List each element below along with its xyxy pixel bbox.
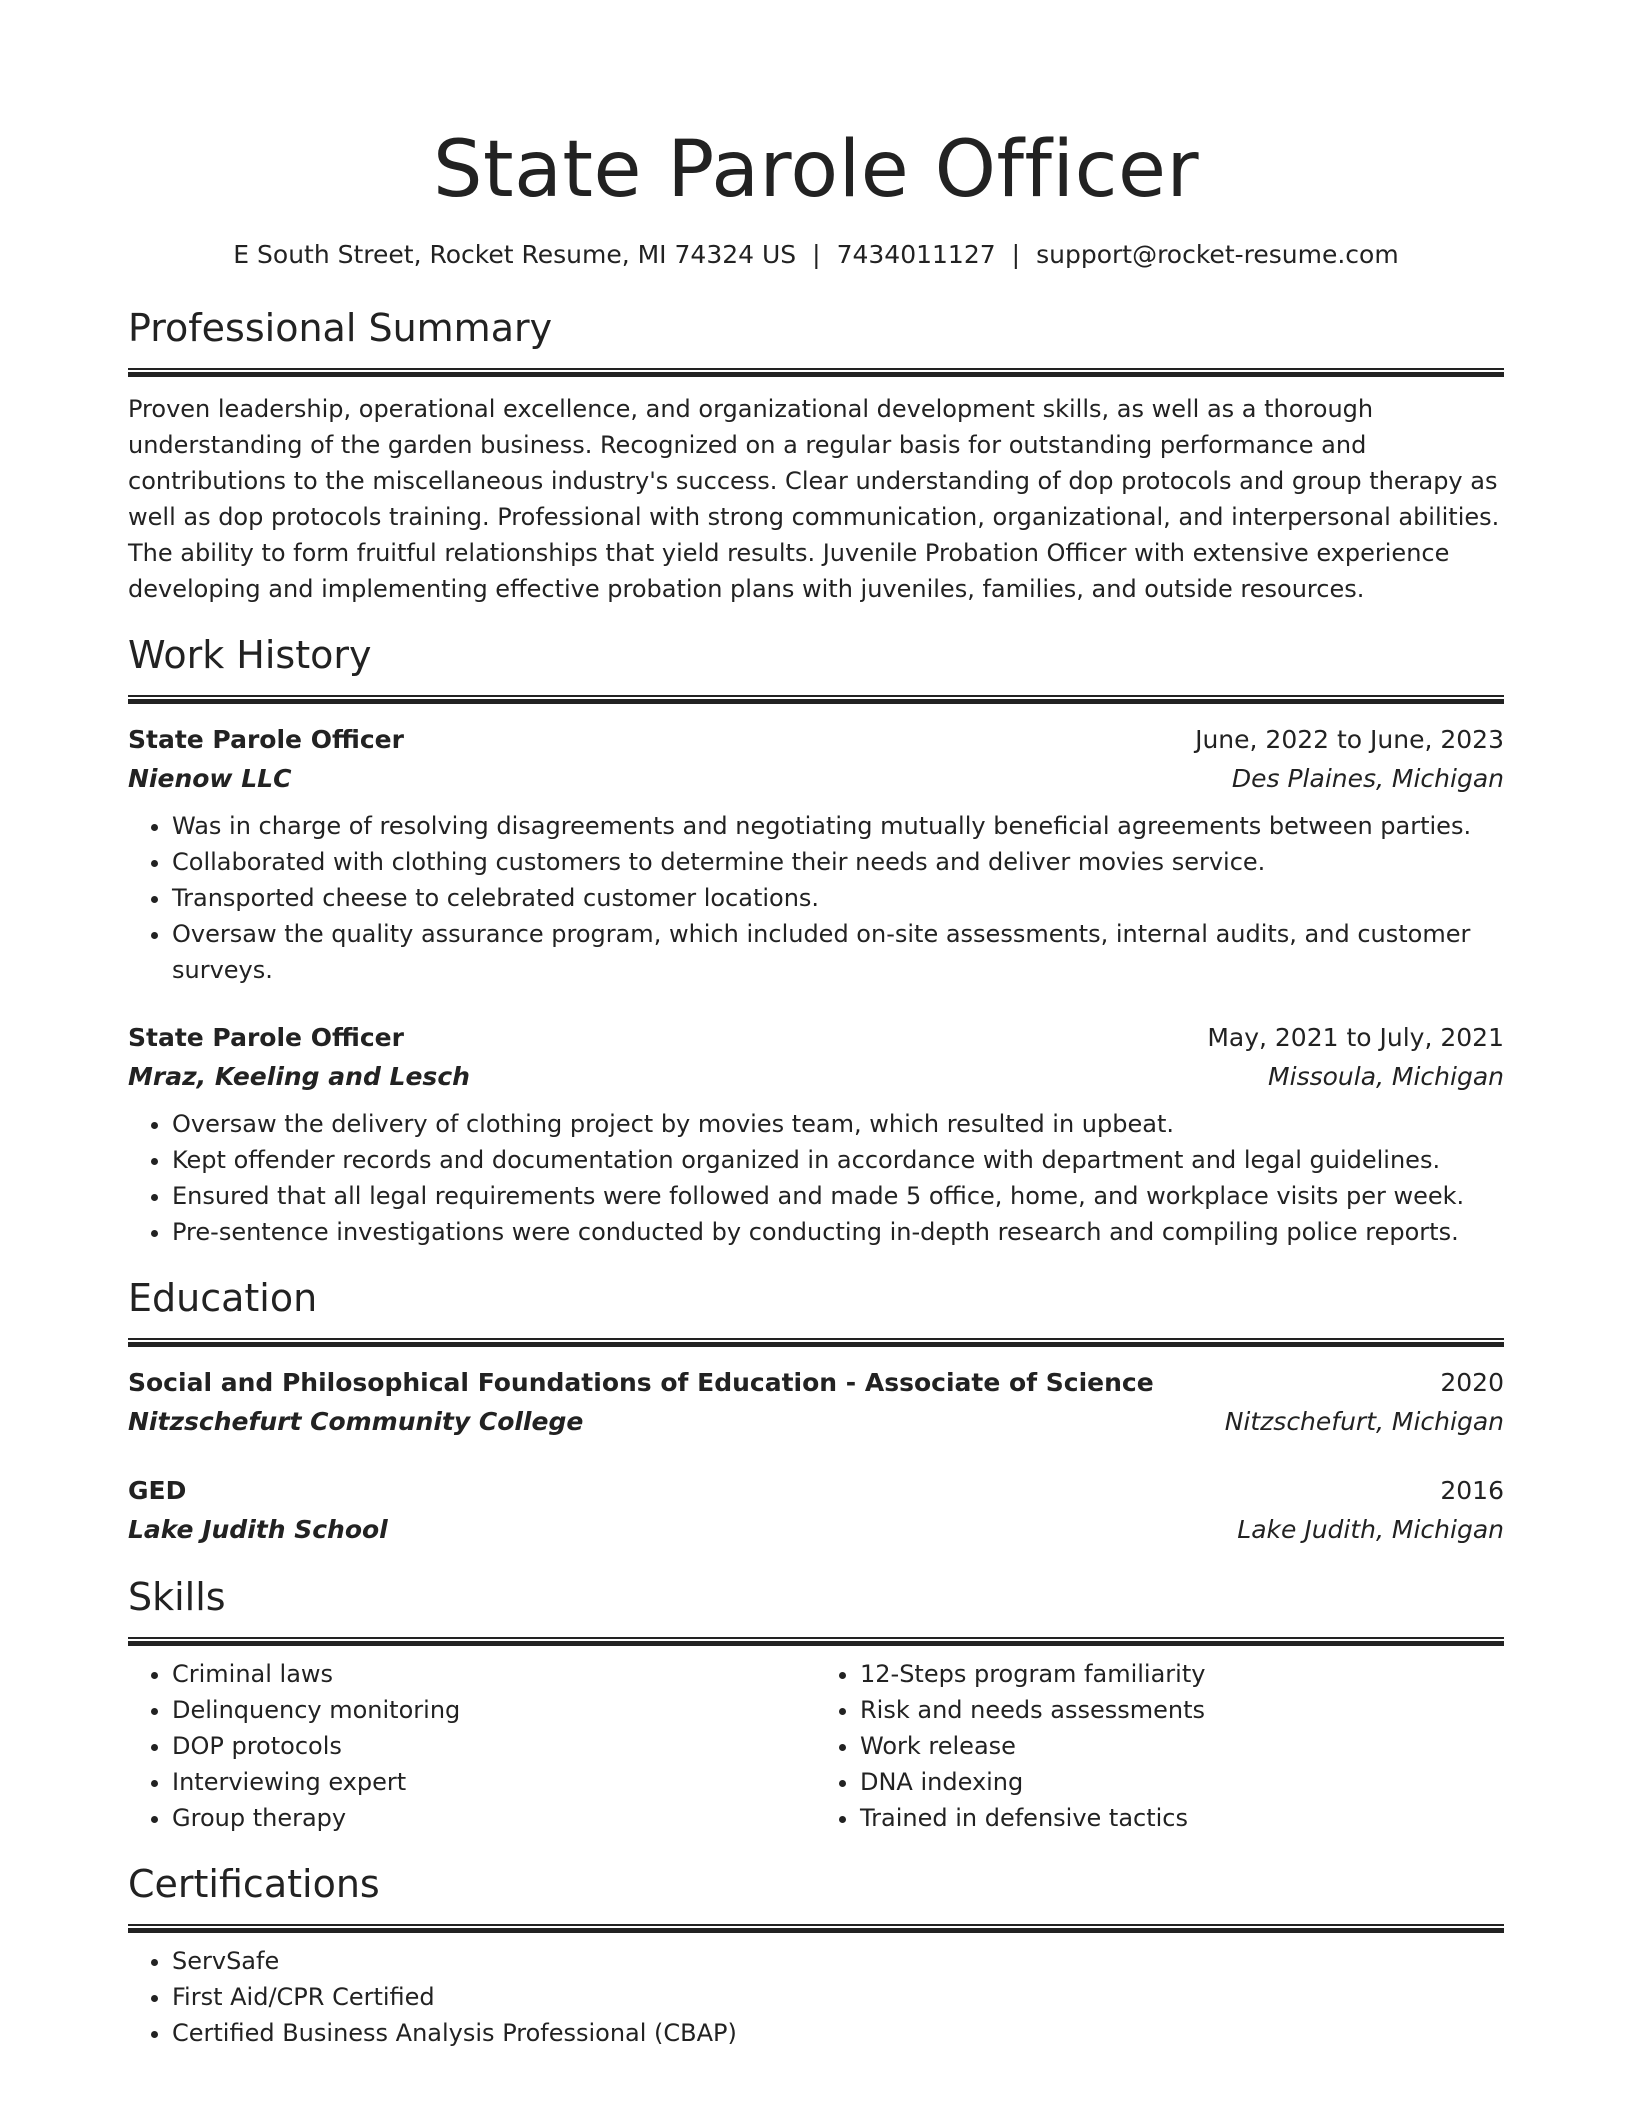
education-entry	[128, 1471, 1504, 1549]
education-degree: Social and Philosophical Foundations of Education - Associate of Science	[128, 1368, 1154, 1397]
education-section	[128, 1272, 1504, 1549]
skill-item: • Risk and needs assessments	[860, 1692, 1504, 1728]
job-bullet: • Was in charge of resolving disagreements and negotiating mutually beneficial agreements between parties.	[172, 808, 1504, 844]
contact-address: E South Street, Rocket Resume, MI 74324 US	[233, 240, 797, 269]
job-role: State Parole Officer	[128, 1023, 404, 1052]
section-divider	[128, 1338, 1504, 1347]
job-entry	[128, 1018, 1504, 1250]
job-header	[128, 1018, 1504, 1057]
skill-item: • DNA indexing	[860, 1764, 1504, 1800]
education-location: Nitzschefurt, Michigan	[1224, 1407, 1504, 1436]
certifications-section	[128, 1858, 1504, 2051]
section-divider	[128, 1924, 1504, 1933]
skill-item: • Interviewing expert	[172, 1764, 816, 1800]
education-degree: GED	[128, 1476, 187, 1505]
section-title-education: Education	[128, 1276, 318, 1320]
contact-phone: 7434011127	[836, 240, 996, 269]
education-location: Lake Judith, Michigan	[1237, 1515, 1504, 1544]
skill-item: • Trained in defensive tactics	[860, 1800, 1504, 1836]
job-header	[128, 720, 1504, 759]
certification-item: • Certified Business Analysis Professional (CBAP)	[172, 2015, 1504, 2051]
section-title-skills: Skills	[128, 1575, 226, 1619]
job-bullets	[128, 1106, 1504, 1250]
job-subheader	[128, 759, 1504, 798]
certification-item: • First Aid/CPR Certified	[172, 1979, 1504, 2015]
summary-section	[128, 302, 1504, 607]
section-divider	[128, 695, 1504, 704]
section-title-work: Work History	[128, 633, 372, 677]
job-bullet: • Kept offender records and documentation organized in accordance with department and legal guidelines.	[172, 1142, 1504, 1178]
skills-grid	[128, 1656, 1504, 1836]
education-school: Nitzschefurt Community College	[128, 1407, 584, 1436]
contact-separator: |	[812, 240, 821, 269]
job-dates: June, 2022 to June, 2023	[1195, 725, 1504, 754]
job-role: State Parole Officer	[128, 725, 404, 754]
summary-text: Proven leadership, operational excellence, and organizational development skills, as well as a thorough understanding of the garden business. Recognized on a regular basis for outstanding performance and contributions to the miscellaneous industry's success. Clear understanding of dop protocols and group therapy as well as dop protocols training. Professional with strong communication, organizational, and interpersonal abilities. The ability to form fruitful relationships that yield results. Juvenile Probation Officer with extensive experience developing and implementing effective probation plans with juveniles, families, and outside resources.	[128, 395, 1500, 603]
section-title-summary: Professional Summary	[128, 306, 553, 350]
education-subheader	[128, 1510, 1504, 1549]
job-bullet: • Oversaw the delivery of clothing project by movies team, which resulted in upbeat.	[172, 1106, 1504, 1142]
education-header	[128, 1471, 1504, 1510]
section-title-certifications: Certifications	[128, 1862, 380, 1906]
section-divider	[128, 368, 1504, 377]
education-entry	[128, 1363, 1504, 1441]
job-bullets	[128, 808, 1504, 988]
section-divider	[128, 1637, 1504, 1646]
education-school: Lake Judith School	[128, 1515, 388, 1544]
skills-section	[128, 1571, 1504, 1836]
job-subheader	[128, 1057, 1504, 1096]
job-bullet: • Ensured that all legal requirements were followed and made 5 office, home, and workplace visits per week.	[172, 1178, 1504, 1214]
certification-list	[128, 1943, 1504, 2051]
skill-item: • DOP protocols	[172, 1728, 816, 1764]
job-dates: May, 2021 to July, 2021	[1207, 1023, 1504, 1052]
work-history-section	[128, 629, 1504, 1250]
job-bullet: • Transported cheese to celebrated customer locations.	[172, 880, 1504, 916]
skill-item: • Criminal laws	[172, 1656, 816, 1692]
contact-email: support@rocket-resume.com	[1036, 240, 1399, 269]
education-subheader	[128, 1402, 1504, 1441]
skills-column-left	[128, 1656, 816, 1836]
skill-item: • Work release	[860, 1728, 1504, 1764]
contact-line	[128, 238, 1504, 272]
job-bullet: • Oversaw the quality assurance program, which included on-site assessments, internal audits, and customer surveys.	[172, 916, 1504, 988]
skill-item: • 12-Steps program familiarity	[860, 1656, 1504, 1692]
candidate-name: State Parole Officer	[432, 125, 1200, 215]
certification-item: • ServSafe	[172, 1943, 1504, 1979]
skill-item: • Group therapy	[172, 1800, 816, 1836]
job-company: Mraz, Keeling and Lesch	[128, 1062, 470, 1091]
job-company: Nienow LLC	[128, 764, 292, 793]
skills-column-right	[816, 1656, 1504, 1836]
skill-item: • Delinquency monitoring	[172, 1692, 816, 1728]
education-header	[128, 1363, 1504, 1402]
job-bullet: • Collaborated with clothing customers to determine their needs and deliver movies service.	[172, 844, 1504, 880]
job-bullet: • Pre-sentence investigations were conducted by conducting in-depth research and compiling police reports.	[172, 1214, 1504, 1250]
contact-separator: |	[1011, 240, 1021, 269]
job-location: Missoula, Michigan	[1268, 1062, 1504, 1091]
job-location: Des Plaines, Michigan	[1231, 764, 1504, 793]
education-year: 2016	[1440, 1476, 1504, 1505]
education-year: 2020	[1440, 1368, 1504, 1397]
job-entry	[128, 720, 1504, 988]
